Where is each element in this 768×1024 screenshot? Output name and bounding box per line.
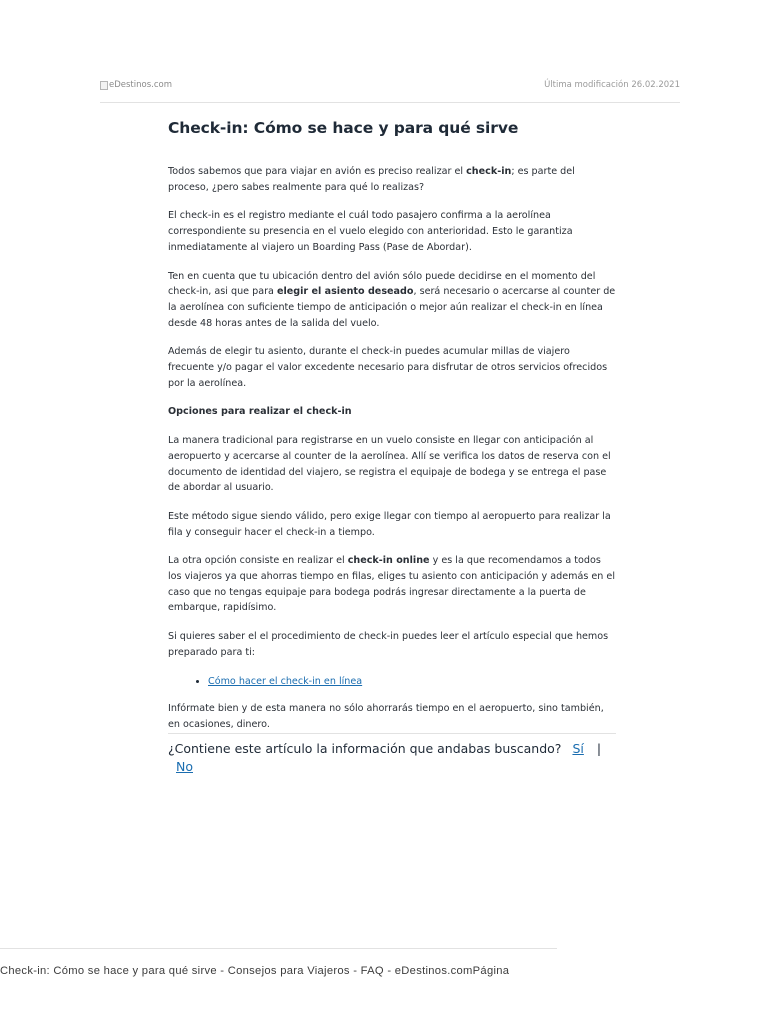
feedback-separator: |: [596, 741, 602, 756]
page-header: [100, 78, 680, 103]
paragraph-more-info: Si quieres saber el el procedimiento de check-in puedes leer el artículo especial que hemos preparado para ti:: [168, 631, 609, 658]
list-item: [208, 674, 616, 690]
paragraph-seat: Ten en cuenta que tu ubicación dentro del avión sólo puede decidirse en el momento del check-in, asi que para elegir el asiento deseado, será necesario o acercarse al counter de la aerolínea con suficiente tiempo de anticipación o mejor aún realizar el check-in en línea desde 48 horas antes de la salida del vuelo.: [168, 270, 616, 329]
paragraph-closing: Infórmate bien y de esta manera no sólo ahorrarás tiempo en el aeropuerto, sino también, en ocasiones, dinero.: [168, 703, 604, 730]
paragraph-miles: Además de elegir tu asiento, durante el check-in puedes acumular millas de viajero frecuente y/o pagar el valor excedente necesario para disfrutar de otros servicios ofrecidos por la aerolínea.: [168, 346, 608, 389]
section-heading: Opciones para realizar el check-in: [168, 406, 352, 418]
related-links-list: [168, 674, 616, 690]
article-body: [168, 117, 616, 746]
print-footer: Check-in: Cómo se hace y para qué sirve - Consejos para Viajeros - FAQ - eDestinos.comPágina: [0, 965, 510, 977]
broken-image-icon: [100, 81, 108, 90]
paragraph-traditional: La manera tradicional para registrarse en un vuelo consiste en llegar con anticipación al aeropuerto y acercarse al counter de la aerolínea. Allí se verifica los datos de reserva con el documento de identidad del viajero, se registra el equipaje de bodega y se entrega el pase de abordar al usuario.: [168, 435, 611, 494]
logo-alt-text: eDestinos.com: [109, 80, 172, 90]
paragraph-intro: Todos sabemos que para viajar en avión es preciso realizar el check-in; es parte del proceso, ¿pero sabes realmente para qué lo realizas?: [168, 166, 575, 193]
feedback-yes-link[interactable]: Sí: [572, 741, 584, 756]
feedback-question: ¿Contiene este artículo la información que andabas buscando?: [168, 741, 562, 756]
site-logo[interactable]: [100, 80, 172, 90]
feedback-no-link[interactable]: No: [176, 759, 193, 774]
last-modified-date: Última modificación 26.02.2021: [544, 80, 680, 90]
feedback-section: [168, 733, 616, 776]
checkin-online-link[interactable]: Cómo hacer el check-in en línea: [208, 675, 363, 687]
article-title: Check-in: Cómo se hace y para qué sirve: [168, 119, 519, 137]
paragraph-definition: El check-in es el registro mediante el cuál todo pasajero confirma a la aerolínea correspondiente su presencia en el vuelo elegido con anterioridad. Esto le garantiza inmediatamente al viajero un Boarding Pass (Pase de Abordar).: [168, 210, 573, 253]
paragraph-method: Este método sigue siendo válido, pero exige llegar con tiempo al aeropuerto para realizar la fila y conseguir hacer el check-in a tiempo.: [168, 510, 611, 538]
footer-divider: [0, 948, 557, 949]
paragraph-online: La otra opción consiste en realizar el check-in online y es la que recomendamos a todos los viajeros ya que ahorras tiempo en filas, eliges tu asiento con anticipación y además en el caso que no tengas equipaje para bodega podrás ingresar directamente a la puerta de embarque, rapidísimo.: [168, 555, 615, 614]
